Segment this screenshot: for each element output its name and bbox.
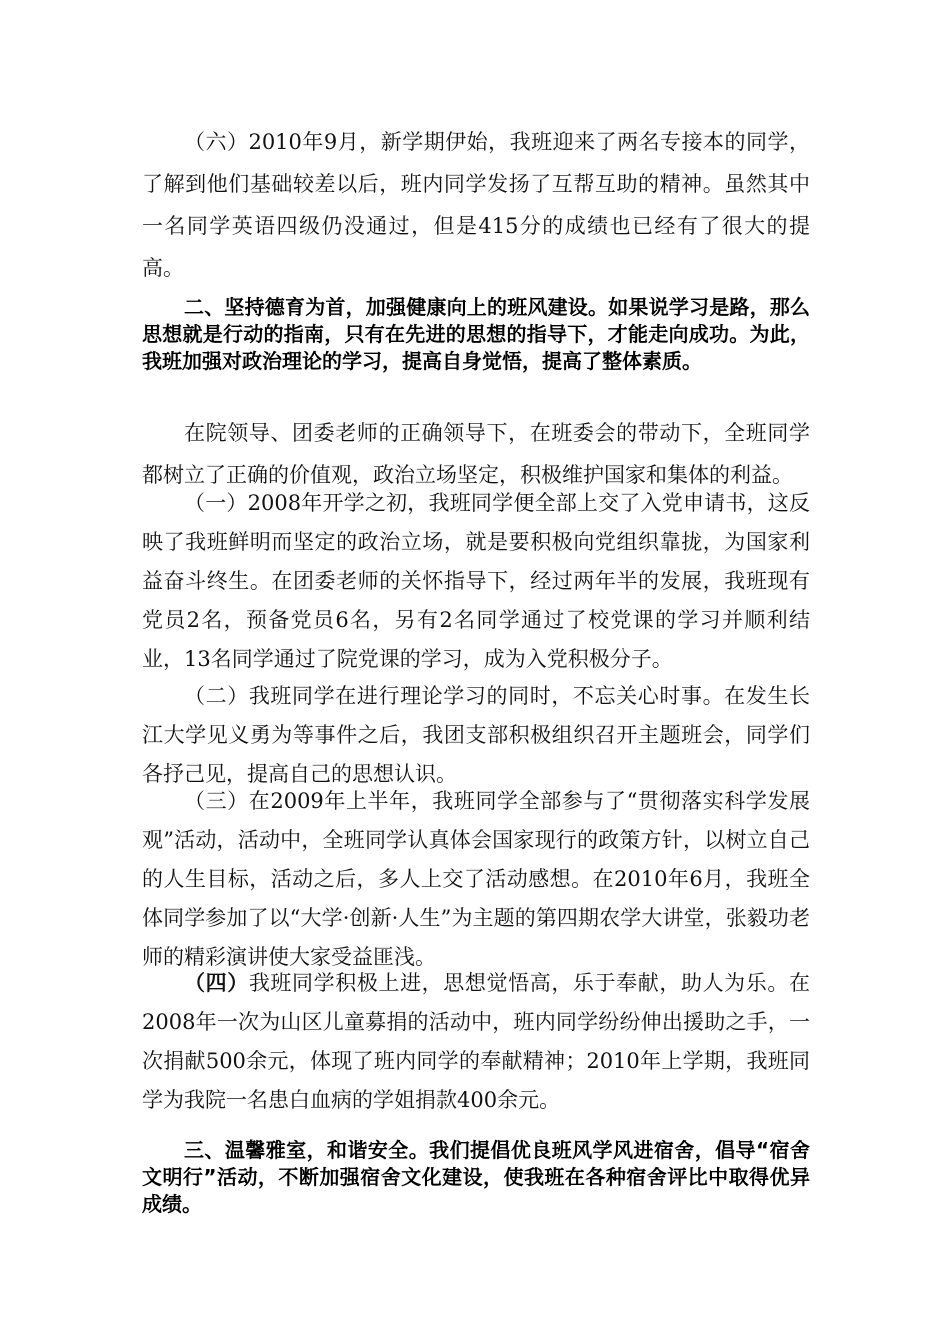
paragraph-one: （一）2008年开学之初，我班同学便全部上交了入党申请书，这反映了我班鲜明而坚定的政治立场，就是要积极向党组织靠拢，为国家利益奋斗终生。在团委老师的关怀指导下，经过两年半的发展，我班现有党员2名，预备党员6名，另有2名同学通过了校党课的学习并顺利结业，13名同学通过了院党课的学习，成为入党积极分子。	[142, 491, 810, 671]
paragraph-six: （六）2010年9月，新学期伊始，我班迎来了两名专接本的同学，了解到他们基础较差以后，班内同学发扬了互帮互助的精神。虽然其中一名同学英语四级仍没通过，但是415分的成绩也已经有了很大的提高。	[142, 130, 810, 280]
paragraph-three: （三）在2009年上半年，我班同学全部参与了“贯彻落实科学发展观”活动，活动中，全班同学认真体会国家现行的政策方针，以树立自己的人生目标，活动之后，多人上交了活动感想。在2010年6月，我班全体同学参加了以“大学·创新·人生”为主题的第四期农学大讲堂，张毅功老师的精彩演讲使大家受益匪浅。	[142, 789, 810, 969]
section-heading-two: 二、坚持德育为首，加强健康向上的班风建设。如果说学习是路，那么思想就是行动的指南，只有在先进的思想的指导下，才能走向成功。为此，我班加强对政治理论的学习，提高自身觉悟，提高了整体素质。	[142, 295, 810, 373]
paragraph-four	[142, 964, 810, 1120]
paragraph-two: （二）我班同学在进行理论学习的同时，不忘关心时事。在发生长江大学见义勇为等事件之后，我团支部积极组织召开主题班会，同学们各抒己见，提高自己的思想认识。	[142, 684, 810, 786]
paragraph-four-lead: （四）	[184, 971, 249, 995]
paragraph-leadership: 在院领导、团委老师的正确领导下，在班委会的带动下，全班同学都树立了正确的价值观，政治立场坚定，积极维护国家和集体的利益。	[142, 421, 810, 487]
section-heading-three: 三、温馨雅室，和谐安全。我们提倡优良班风学风进宿舍，倡导“宿舍文明行”活动，不断加强宿舍文化建设，使我班在各种宿舍评比中取得优异成绩。	[142, 1138, 810, 1216]
paragraph-four-body: 我班同学积极上进，思想觉悟高，乐于奉献，助人为乐。在2008年一次为山区儿童募捐的活动中，班内同学纷纷伸出援助之手，一次捐献500余元，体现了班内同学的奉献精神；2010年上学期，我班同学为我院一名患白血病的学姐捐款400余元。	[142, 971, 811, 1112]
